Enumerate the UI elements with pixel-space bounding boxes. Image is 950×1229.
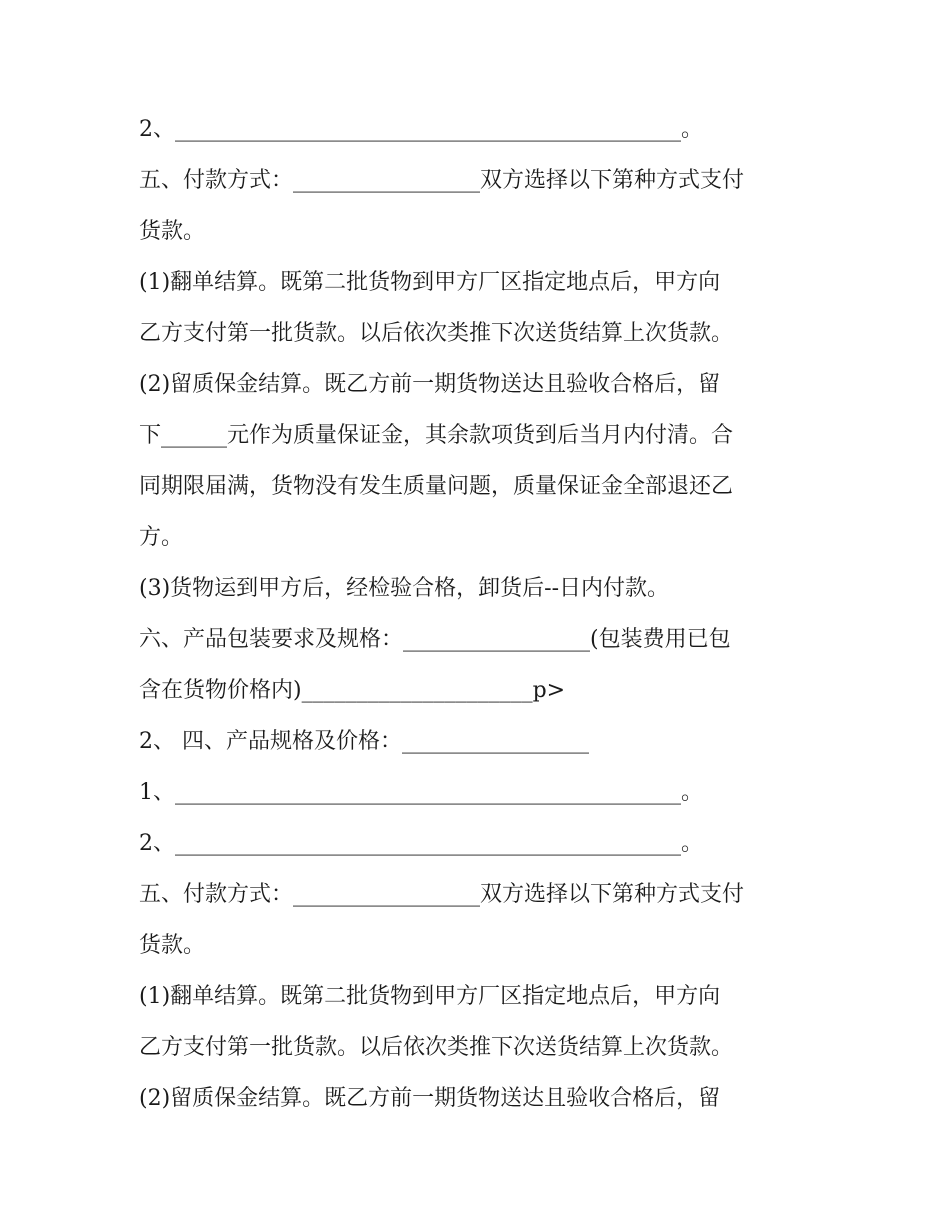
- text-line: (1)翻单结算。既第二批货物到甲方厂区指定地点后，甲方向: [139, 270, 721, 295]
- text-line: 2、 四、产品规格及价格：_________________: [139, 729, 589, 754]
- text-line: 乙方支付第一批货款。以后依次类推下次送货结算上次货款。: [139, 321, 734, 346]
- text-line: (2)留质保金结算。既乙方前一期货物送达且验收合格后，留: [139, 1086, 721, 1111]
- text-line: 下______元作为质量保证金，其余款项货到后当月内付清。合: [139, 423, 734, 448]
- text-line: 方。: [139, 525, 184, 550]
- text-line: 货款。: [139, 219, 206, 244]
- text-line: 含在货物价格内)_____________________p>: [139, 678, 566, 703]
- text-line: 2、______________________________________________。: [139, 831, 703, 856]
- text-line: (2)留质保金结算。既乙方前一期货物送达且验收合格后，留: [139, 372, 721, 397]
- text-line: 五、付款方式：_________________双方选择以下第种方式支付: [139, 882, 745, 907]
- text-line: (3)货物运到甲方后，经检验合格，卸货后--日内付款。: [139, 576, 670, 601]
- text-line: 2、______________________________________________。: [139, 117, 703, 142]
- text-line: 同期限届满，货物没有发生质量问题，质量保证金全部退还乙: [139, 474, 734, 499]
- text-line: 1、______________________________________________。: [139, 780, 703, 805]
- text-line: 六、产品包装要求及规格：_________________(包装费用已包: [139, 627, 731, 652]
- contract-text: [139, 104, 819, 1124]
- text-line: 乙方支付第一批货款。以后依次类推下次送货结算上次货款。: [139, 1035, 734, 1060]
- text-line: 五、付款方式：_________________双方选择以下第种方式支付: [139, 168, 745, 193]
- text-line: 货款。: [139, 933, 206, 958]
- text-line: (1)翻单结算。既第二批货物到甲方厂区指定地点后，甲方向: [139, 984, 721, 1009]
